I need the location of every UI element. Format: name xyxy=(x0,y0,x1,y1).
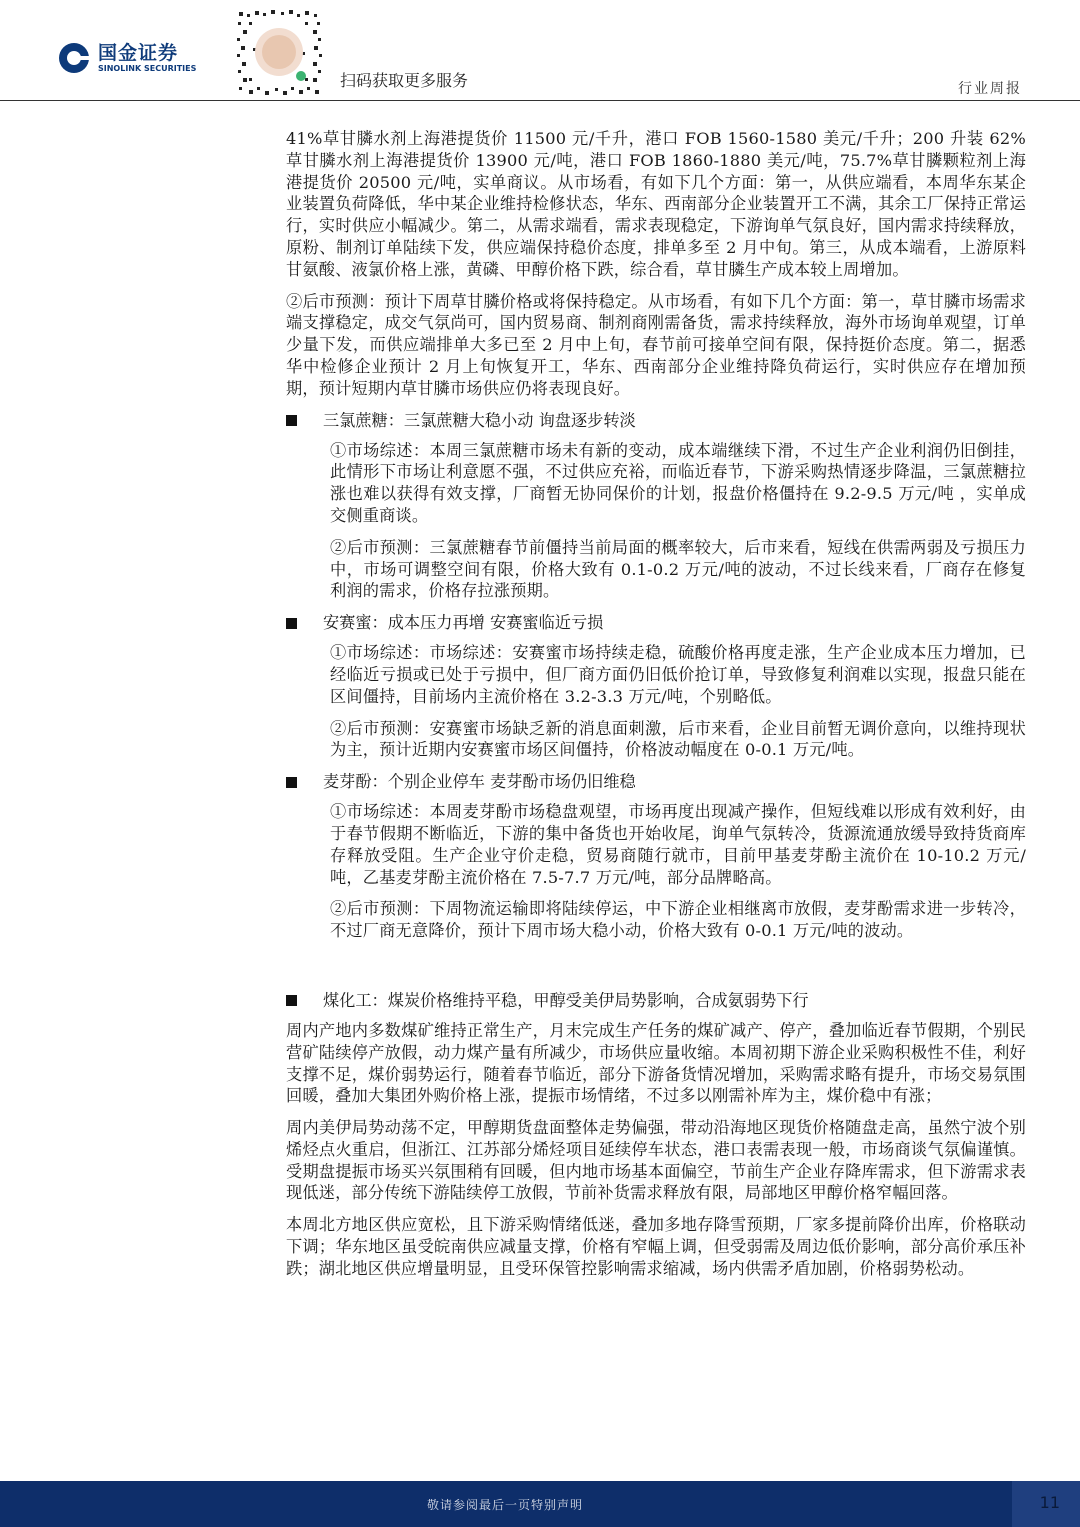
sinolink-logo-icon xyxy=(58,42,90,74)
acesulfame-heading xyxy=(286,612,1026,634)
glyphosate-forecast-paragraph: ②后市预测：预计下周草甘膦价格或将保持稳定。从市场看，有如下几个方面：第一，草甘膦市场需求端支撑稳定，成交气氛尚可，国内贸易商、制剂商刚需备货，需求持续释放，海外市场询单观望，订单少量下发，而供应端排单大多已至 2 月中上旬，春节前可接单空间有限，保持挺价态度。第二，据悉华中检修企业预计 2 月上旬恢复开工，华东、西南部分企业维持降负荷运行，实时供应存在增加预期，预计短期内草甘膦市场供应仍将表现良好。 xyxy=(286,291,1026,398)
acesulfame-summary-paragraph: ①市场综述：市场综述：安赛蜜市场持续走稳，硫酸价格再度走涨，生产企业成本压力增加，已经临近亏损或已处于亏损中，但厂商方面仍旧低价抢订单，导致修复利润难以实现，报盘只能在区间僵持，目前场内主流价格在 3.2-3.3 万元/吨，个别略低。 xyxy=(330,643,1026,706)
square-bullet-icon xyxy=(286,995,297,1006)
square-bullet-icon xyxy=(286,415,297,426)
coal-chemical-heading xyxy=(286,990,1026,1012)
coal-paragraph: 周内产地内多数煤矿维持正常生产，月末完成生产任务的煤矿减产、停产，叠加临近春节假期，个别民营矿陆续停产放假，动力煤产量有所减少，市场供应量收缩。本周初期下游企业采购积极性不佳，利好支撑不足，煤价弱势运行，随着春节临近，部分下游备货情况增加，采购需求略有提升，市场交易氛围回暖，叠加大集团外购价格上涨，提振市场情绪，不过多以刚需补库为主，煤价稳中有涨； xyxy=(286,1020,1026,1106)
report-type-label: 行业周报 xyxy=(958,81,1022,97)
sucralose-summary-paragraph: ①市场综述：本周三氯蔗糖市场未有新的变动，成本端继续下滑，不过生产企业利润仍旧倒挂，此情形下市场让利意愿不强，不过供应充裕，而临近春节，下游采购热情逐步降温，三氯蔗糖拉涨也难以获得有效支撑，厂商暂无协同保价的计划，报盘价格僵持在 9.2-9.5 万元/吨 ，实单成交侧重商谈。 xyxy=(330,440,1026,525)
maltol-summary-paragraph: ①市场综述：本周麦芽酚市场稳盘观望，市场再度出现减产操作，但短线难以形成有效利好，由于春节假期不断临近，下游的集中备货也开始收尾，询单气氛转冷，货源流通放缓导致持货商库存释放受阻。生产企业守价走稳，贸易商随行就市，目前甲基麦芽酚主流价在 10-10.2 万元/吨，乙基麦芽酚主流价格在 7.5-7.7 万元/吨，部分品牌略高。 xyxy=(330,802,1026,887)
company-logo xyxy=(58,42,196,74)
logo-chinese-name: 国金证券 xyxy=(98,42,179,64)
acesulfame-heading-text: 安赛蜜：成本压力再增 安赛蜜临近亏损 xyxy=(323,613,604,633)
sucralose-heading-text: 三氯蔗糖：三氯蔗糖大稳小动 询盘逐步转淡 xyxy=(323,410,636,430)
maltol-heading xyxy=(286,771,1026,793)
logo-english-name: SINOLINK SECURITIES xyxy=(98,64,197,73)
report-body xyxy=(286,128,1026,1290)
qr-code-icon[interactable] xyxy=(235,8,323,96)
section-spacer xyxy=(286,952,1026,984)
page-header xyxy=(0,0,1080,102)
acesulfame-forecast-paragraph: ②后市预测：安赛蜜市场缺乏新的消息面刺激，后市来看，企业目前暂无调价意向，以维持现状为主，预计近期内安赛蜜市场区间僵持，价格波动幅度在 0-0.1 万元/吨。 xyxy=(330,718,1026,760)
maltol-forecast-paragraph: ②后市预测：下周物流运输即将陆续停运，中下游企业相继离市放假，麦芽酚需求进一步转冷，不过厂商无意降价，预计下周市场大稳小动，价格大致有 0-0.1 万元/吨的波动。 xyxy=(330,899,1026,941)
scan-prompt: 扫码获取更多服务 xyxy=(340,71,469,90)
page-footer xyxy=(0,1481,1080,1527)
square-bullet-icon xyxy=(286,777,297,788)
ammonia-paragraph: 本周北方地区供应宽松，且下游采购情绪低迷，叠加多地存降雪预期，厂家多提前降价出库，价格联动下调；华东地区虽受皖南供应减量支撑，价格有窄幅上调，但受弱需及周边低价影响，部分高价承压补跌；湖北地区供应增量明显，且受环保管控影响需求缩减，场内供需矛盾加剧，价格弱势松动。 xyxy=(286,1215,1026,1278)
footer-disclaimer: 敬请参阅最后一页特别声明 xyxy=(426,1498,583,1512)
sucralose-forecast-paragraph: ②后市预测：三氯蔗糖春节前僵持当前局面的概率较大，后市来看，短线在供需两弱及亏损压力中，市场可调整空间有限，价格大致有 0.1-0.2 万元/吨的波动，不过长线来看，厂商存在修复利润的需求，价格存拉涨预期。 xyxy=(330,537,1026,601)
methanol-paragraph: 周内美伊局势动荡不定，甲醇期货盘面整体走势偏强，带动沿海地区现货价格随盘走高，虽然宁波个别烯烃点火重启，但浙江、江苏部分烯烃项目延续停车状态，港口表需表现一般，市场商谈气氛偏谨慎。受期盘提振市场买兴氛围稍有回暖，但内地市场基本面偏空，节前生产企业存降库需求，但下游需求表现低迷，部分传统下游陆续停工放假，节前补货需求释放有限，局部地区甲醇价格窄幅回落。 xyxy=(286,1118,1026,1203)
page-number: 11 xyxy=(1039,1493,1060,1512)
sucralose-heading xyxy=(286,410,1026,432)
square-bullet-icon xyxy=(286,618,297,629)
glyphosate-market-paragraph: 41%草甘膦水剂上海港提货价 11500 元/千升，港口 FOB 1560-1580 美元/千升；200 升装 62%草甘膦水剂上海港提货价 13900 元/吨，港口 FOB 1860-1880 美元/吨，75.7%草甘膦颗粒剂上海港提货价 20500 元/吨，实单商议。从市场看，有如下几个方面：第一，从供应端看，本周华东某企业装置负荷降低，华中某企业维持检修状态，华东、西南部分企业装置开工不满，其余工厂保持正常运行，实时供应小幅减少。第二，从需求端看，需求表现稳定，下游询单气氛良好，国内需求持续释放，原粉、制剂订单陆续下发，供应端保持稳价态度，排单多至 2 月中旬。第三，从成本端看，上游原料甘氨酸、液氯价格上涨，黄磷、甲醇价格下跌，综合看，草甘膦生产成本较上周增加。 xyxy=(286,129,1026,279)
maltol-heading-text: 麦芽酚：个别企业停车 麦芽酚市场仍旧维稳 xyxy=(323,772,636,792)
header-divider xyxy=(0,100,1080,101)
coal-chemical-heading-text: 煤化工：煤炭价格维持平稳，甲醇受美伊局势影响，合成氨弱势下行 xyxy=(323,990,809,1010)
